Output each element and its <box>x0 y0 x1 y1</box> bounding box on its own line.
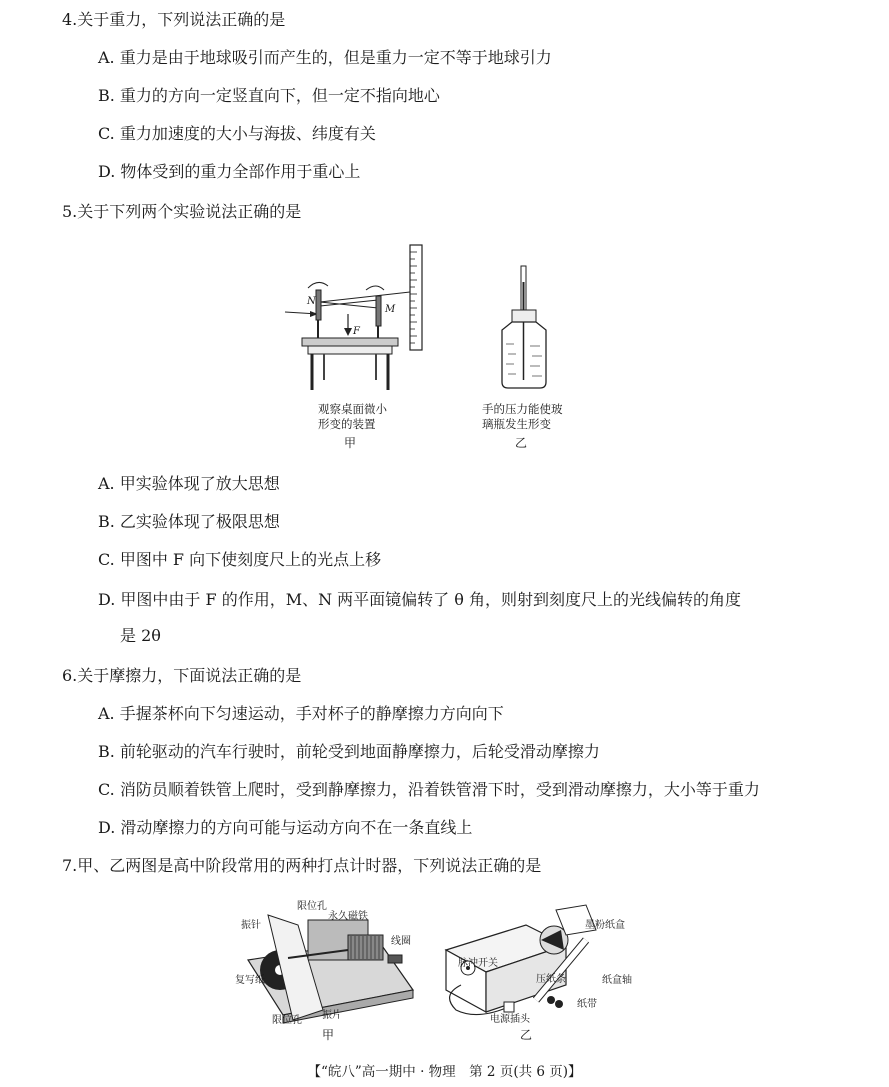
q5-jia-caption-1: 观察桌面微小 <box>318 402 387 416</box>
q7-label-mofenzhihe: 墨粉纸盒 <box>585 920 625 931</box>
q7-stem: 7.甲、乙两图是高中阶段常用的两种打点计时器，下列说法正确的是 <box>62 856 542 875</box>
q7-label-yongjiucitie: 永久磁铁 <box>328 911 368 922</box>
q5-figure-yi <box>490 262 560 392</box>
q5-option-a: A. 甲实验体现了放大思想 <box>98 474 280 493</box>
q5-jia-tag: 甲 <box>344 436 357 450</box>
q5-jia-caption-2: 形变的装置 <box>318 417 376 431</box>
q4-option-c: C. 重力加速度的大小与海拔、纬度有关 <box>98 124 376 143</box>
q7-label-zhidai: 纸带 <box>577 999 597 1010</box>
q7-label-yazhitiao: 压纸条 <box>536 974 566 985</box>
q5-label-f: F <box>353 326 360 337</box>
q5-yi-tag: 乙 <box>515 436 528 450</box>
q5-option-b: B. 乙实验体现了极限思想 <box>98 512 280 531</box>
q7-jia-tag: 甲 <box>322 1028 335 1042</box>
q6-option-c: C. 消防员顺着铁管上爬时，受到静摩擦力，沿着铁管滑下时，受到滑动摩擦力，大小等于重力 <box>98 780 760 799</box>
q7-label-xianweikong-top: 限位孔 <box>297 901 327 912</box>
q7-label-zhenzhen: 振针 <box>241 920 261 931</box>
q7-label-fuxiezhi: 复写纸 <box>235 975 265 986</box>
q5-yi-caption-2: 璃瓶发生形变 <box>482 417 551 431</box>
q6-option-b: B. 前轮驱动的汽车行驶时，前轮受到地面静摩擦力，后轮受滑动摩擦力 <box>98 742 600 761</box>
q6-option-d: D. 滑动摩擦力的方向可能与运动方向不在一条直线上 <box>98 818 473 837</box>
q7-label-xianweikong-bottom: 限位孔 <box>272 1015 302 1026</box>
q5-option-d: D. 甲图中由于 F 的作用，M、N 两平面镜偏转了 θ 角，则射到刻度尺上的光线偏转的角度 <box>98 590 741 609</box>
q7-label-dianyuanchatou: 电源插头 <box>490 1014 530 1025</box>
q7-label-maichongkaiguan: 脉冲开关 <box>458 958 498 969</box>
q5-label-n: N <box>307 296 316 307</box>
q5-stem: 5.关于下列两个实验说法正确的是 <box>62 202 302 221</box>
q7-label-xianquan: 线圈 <box>391 936 411 947</box>
q7-label-zhenpian: 振片 <box>322 1010 342 1021</box>
q7-yi-tag: 乙 <box>520 1028 533 1042</box>
q6-option-a: A. 手握茶杯向下匀速运动，手对杯子的静摩擦力方向向下 <box>98 704 504 723</box>
page-footer: 【“皖八”高一期中 · 物理 第 2 页(共 6 页)】 <box>307 1064 582 1080</box>
q7-label-zhihezhou: 纸盒轴 <box>602 975 632 986</box>
q4-option-b: B. 重力的方向一定竖直向下，但一定不指向地心 <box>98 86 440 105</box>
q5-label-m: M <box>385 304 396 315</box>
q4-option-d: D. 物体受到的重力全部作用于重心上 <box>98 162 361 181</box>
q4-option-a: A. 重力是由于地球吸引而产生的，但是重力一定不等于地球引力 <box>98 48 552 67</box>
q4-stem: 4.关于重力，下列说法正确的是 <box>62 10 286 29</box>
q5-option-c: C. 甲图中 F 向下使刻度尺上的光点上移 <box>98 550 382 569</box>
q5-yi-caption-1: 手的压力能使玻 <box>482 402 563 416</box>
q6-stem: 6.关于摩擦力，下面说法正确的是 <box>62 666 302 685</box>
q5-option-d-continued: 是 2θ <box>120 626 161 645</box>
q5-figure-jia <box>280 240 450 405</box>
